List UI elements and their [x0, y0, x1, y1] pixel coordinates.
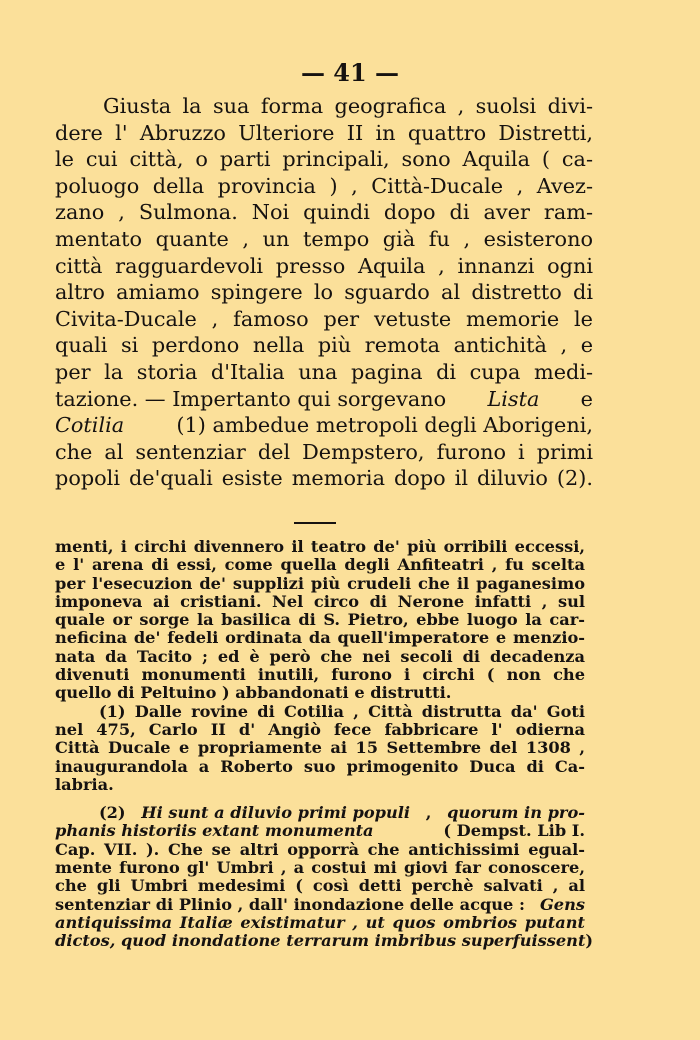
footnote-1-line: labria.: [55, 774, 114, 794]
text-line: Giusta la sua forma geografica , suolsi divi-: [103, 94, 593, 118]
footnote-1-line: nel 475, Carlo II d' Angiò fece fabbricare l' odierna: [55, 719, 585, 739]
latin-quote: quorum in pro-: [447, 803, 585, 823]
text-line: zano , Sulmona. Noi quindi dopo di aver ram-: [55, 200, 593, 225]
citation: ( Dempst. Lib I.: [443, 821, 585, 841]
footnote-line: imponeva ai cristiani. Nel circo di Nerone infatti , sul: [55, 591, 585, 611]
footnote-2-line: [55, 822, 585, 840]
italic-name-lista: Lista: [487, 386, 540, 411]
footnote-line: per l'esecuzion de' supplizi più crudeli che il paganesimo: [55, 573, 585, 593]
text-fragment: (1) ambedue metropoli degli Aborigeni,: [176, 413, 593, 438]
italic-name-cotilia: Cotilia: [55, 413, 125, 438]
footnote-1-line: inaugurandola a Roberto suo primogenito Duca di Ca-: [55, 756, 585, 776]
footnote-2-line: mente furono gl' Umbri , a costui mi giovi far conoscere,: [55, 858, 585, 878]
text-line: città ragguardevoli presso Aquila , innanzi ogni: [55, 253, 593, 278]
text-line: popoli de'quali esiste memoria dopo il diluvio (2).: [55, 466, 593, 491]
footnote-1-line: Città Ducale e propriamente ai 15 Settembre del 1308 ,: [55, 738, 585, 758]
text-line: mentato quante , un tempo già fu , esisterono: [55, 226, 593, 251]
page-number: — 41 —: [300, 58, 400, 87]
footnote-2-number: (2): [99, 803, 126, 823]
footnote-2-line: [55, 804, 585, 822]
text-fragment: tazione. — Impertanto qui sorgevano: [55, 386, 447, 411]
text-line: per la storia d'Italia una pagina di cupa medi-: [55, 359, 593, 384]
text-line: dere l' Abruzzo Ulteriore II in quattro Distretti,: [55, 120, 593, 145]
footnote-2-line: [55, 896, 585, 914]
latin-quote: Hi sunt a diluvio primi populi: [141, 803, 411, 823]
footnotes: [55, 537, 594, 951]
footnote-line: nata da Tacito ; ed è però che nei secoli di decadenza: [55, 646, 585, 666]
main-paragraph: [55, 93, 593, 492]
text-fragment: e: [580, 386, 593, 411]
text-fragment: ): [585, 931, 594, 951]
text-fragment: sentenziar di Plinio , dall' inondazione delle acque :: [55, 894, 525, 914]
footnote-line: divenuti monumenti inutili, furono i circhi ( non che: [55, 665, 585, 685]
text-line: che al sentenziar del Dempstero, furono i primi: [55, 439, 593, 464]
footnote-separator: [294, 522, 336, 524]
footnote-line: quale or sorge la basilica di S. Pietro, ebbe luogo la car-: [55, 610, 585, 630]
text-line: quali si perdono nella più remota antichità , e: [55, 333, 593, 358]
latin-quote: dictos, quod inondatione terrarum imbribus superfuissent: [55, 931, 586, 951]
text-fragment: ,: [425, 803, 432, 823]
footnote-1-line: (1) Dalle rovine di Cotilia , Città distrutta da' Goti: [99, 701, 585, 721]
footnote-line: quello di Peltuino ) abbandonati e distrutti.: [55, 683, 452, 703]
text-line: altro amiamo spingere lo sguardo al distretto di: [55, 280, 593, 305]
text-line: [55, 412, 593, 439]
footnote-line: e l' arena di essi, come quella degli Anfiteatri , fu scelta: [55, 555, 585, 575]
text-line: [55, 386, 593, 413]
footnote-line: neficina de' fedeli ordinata da quell'imperatore e menzio-: [55, 628, 585, 648]
footnote-line: menti, i circhi divennero il teatro de' più orribili eccessi,: [55, 537, 585, 556]
latin-quote: Gens: [539, 894, 585, 914]
text-line: le cui città, o parti principali, sono Aquila ( ca-: [55, 147, 593, 172]
latin-quote-line: antiquissima Italiæ existimatur , ut quos ombrios putant: [55, 912, 585, 932]
text-line: Civita-Ducale , famoso per vetuste memorie le: [55, 306, 593, 331]
latin-quote: phanis historiis extant monumenta: [55, 821, 374, 841]
footnote-2-line: Cap. VII. ). Che se altri opporrà che antichissimi egual-: [55, 839, 585, 859]
footnote-2-line: [55, 931, 594, 951]
footnote-2-line: che gli Umbri medesimi ( così detti perchè salvati , al: [55, 876, 585, 896]
text-line: poluogo della provincia ) , Città-Ducale , Avez-: [55, 173, 593, 198]
